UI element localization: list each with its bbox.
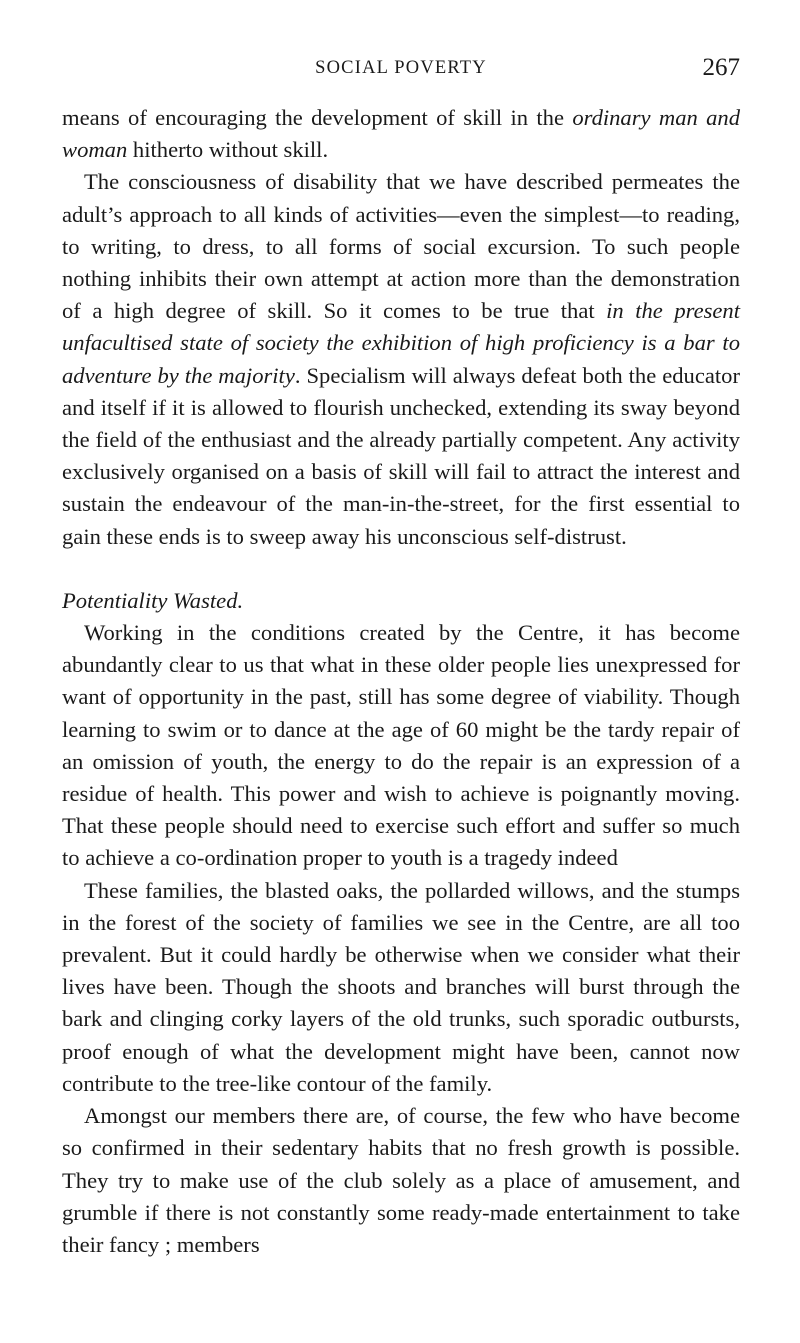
emphasis-phrase: ordinary man and woman [62,105,740,163]
paragraph-disability [62,166,740,552]
running-title: SOCIAL POVERTY [315,58,487,78]
book-page [62,54,740,1261]
paragraph-families: These families, the blasted oaks, the pollarded willows, and the stumps in the forest of the society of families we see in the Centre, are all too prevalent. But it could hardly be otherwise when we consider what their lives have been. Though the shoots and branches will burst through the bark and clinging corky layers of the old trunks, such sporadic outbursts, proof enough of what the development might have been, cannot now contribute to the tree-like contour of the family. [62,877,740,1096]
text-segment: means of encouraging the development of skill in the [62,105,573,130]
section-heading: Potentiality Wasted. [62,587,244,613]
paragraph-continued [62,102,740,166]
text-segment: hitherto without skill. [127,137,329,163]
text-segment: . Specialism will always defeat both the educator and itself if it is allowed to flourish unchecked, extending its sway beyond the field of the enthusiast and the already partially competent. Any activity exclusively organised on a basis of skill will fail to attract the interest and sustain the endeavour of the man-in-the-street, for the first essential to gain these ends is to sweep away his unconscious self-distrust. [62,362,740,549]
paragraph-potentiality: Working in the conditions created by the Centre, it has become abundantly clear to us that what in these older people lies unexpressed for want of opportunity in the past, still has some degree of viability. Though learning to swim or to dance at the age of 60 might be the tardy repair of an omission of youth, the energy to do the repair is an expression of a residue of health. This power and wish to achieve is poignantly moving. That these people should need to exercise such effort and suffer so much to achieve a co-ordination proper to youth is a tragedy indeed [62,620,740,871]
body-text [62,102,740,1261]
running-header [62,54,740,88]
text-segment: The consciousness of disability that we have described permeates the adult’s approach to all kinds of activities—even the simplest—to reading, to writing, to dress, to all forms of social excursion. To such people nothing inhibits their own attempt at action more than the demonstration of a high degree of skill. So it comes to be true that [62,169,740,324]
emphasis-phrase: in the present unfacultised state of society the exhibition of high proficiency is a bar to adventure by the majority [62,298,740,388]
page-number: 267 [702,54,740,81]
paragraph-members: Amongst our members there are, of course, the few who have become so confirmed in their sedentary habits that no fresh growth is possible. They try to make use of the club solely as a place of amusement, and grumble if there is not constantly some ready-made entertainment to take their fancy ; members [62,1103,740,1257]
